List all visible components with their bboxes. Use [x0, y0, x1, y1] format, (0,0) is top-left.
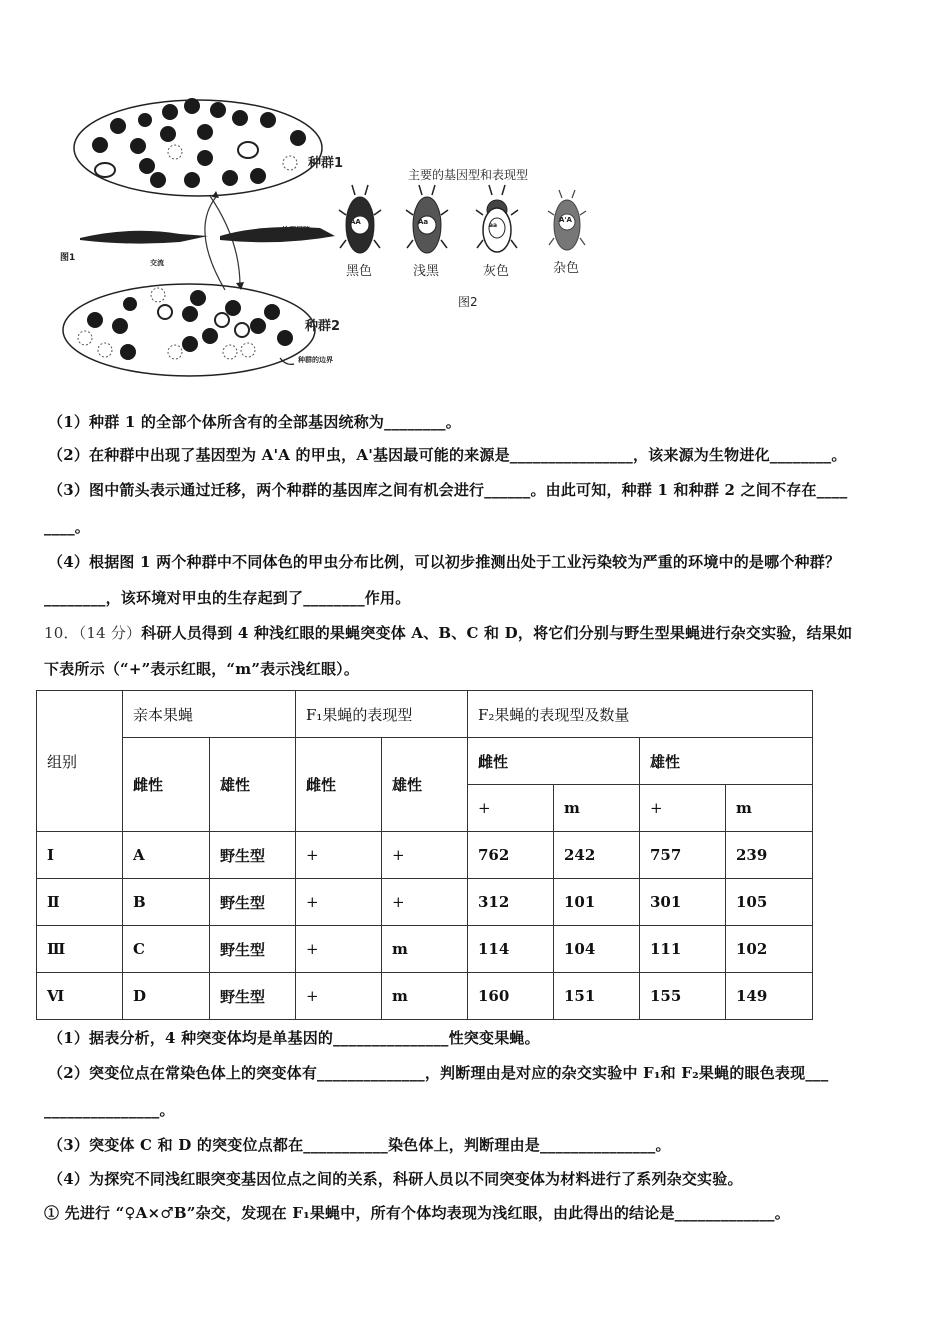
header-parent-male: 雄性	[210, 738, 296, 832]
header-parent-female: 雌性	[123, 738, 210, 832]
header-f1-female: 雌性	[296, 738, 382, 832]
exchange-label: 交流	[150, 259, 164, 267]
beetle-genotype-1: AA	[350, 218, 361, 226]
cell-f1-female: +	[296, 973, 382, 1020]
cell-f2-female-plus: 312	[468, 879, 554, 926]
q9-part3-line2: ____。	[44, 518, 91, 536]
fig1-label: 图1	[60, 253, 76, 263]
header-parents: 亲本果蝇	[123, 691, 296, 738]
table-row	[37, 879, 813, 926]
cell-f2-male-plus: 757	[640, 832, 726, 879]
q10-part1: （1）据表分析，4 种突变体均是单基因的_______________性突变果蝇。	[48, 1029, 540, 1047]
cell-f1-female: +	[296, 832, 382, 879]
header-f2: F₂果蝇的表现型及数量	[468, 691, 813, 738]
cell-group: Ⅱ	[37, 879, 123, 926]
table-row	[37, 926, 813, 973]
q10-part2-line1: （2）突变位点在常染色体上的突变体有______________，判断理由是对应的杂交实验中 F₁和 F₂果蝇的眼色表现___	[48, 1064, 829, 1082]
cell-f2-male-m: 102	[726, 926, 813, 973]
cell-parent-female: C	[123, 926, 210, 973]
beetle-phenotype-2: 浅黑	[413, 264, 440, 279]
fig2-title: 主要的基因型和表现型	[408, 168, 529, 182]
beetle-phenotype-1: 黑色	[346, 264, 373, 279]
header-f2-male-m: m	[726, 785, 813, 832]
header-f2-female-plus: +	[468, 785, 554, 832]
q9-part4-line1: （4）根据图 1 两个种群中不同体色的甲虫分布比例，可以初步推测出处于工业污染较为严重的环境中的是哪个种群？	[48, 553, 841, 571]
population2-label: 种群2	[305, 319, 341, 334]
q10-part4-sub1: ① 先进行 “♀A×♂B”杂交，发现在 F₁果蝇中，所有个体均表现为浅红眼，由此得出的结论是_____________。	[44, 1204, 790, 1222]
header-f2-male-plus: +	[640, 785, 726, 832]
cell-parent-female: B	[123, 879, 210, 926]
figure-beetle-populations	[40, 90, 600, 385]
fig2-label: 图2	[458, 295, 478, 309]
q9-part4-line2: ________，该环境对甲虫的生存起到了________作用。	[44, 589, 411, 607]
cell-f2-male-plus: 155	[640, 973, 726, 1020]
cell-f2-male-m: 239	[726, 832, 813, 879]
cell-f2-female-m: 101	[554, 879, 640, 926]
beetle-genotype-3: aa	[489, 222, 498, 229]
cell-parent-female: D	[123, 973, 210, 1020]
header-f1-male: 雄性	[382, 738, 468, 832]
population-diagram	[40, 90, 600, 385]
q9-part1: （1）种群 1 的全部个体所含有的全部基因统称为________。	[48, 413, 461, 431]
cell-f2-male-plus: 301	[640, 879, 726, 926]
q9-part3-line1: （3）图中箭头表示通过迁移，两个种群的基因库之间有机会进行______。由此可知，种群 1 和种群 2 之间不存在____	[48, 481, 848, 499]
beetle-aa-gray	[476, 185, 518, 252]
cell-f2-female-m: 242	[554, 832, 640, 879]
cell-f2-female-plus: 160	[468, 973, 554, 1020]
population1-label: 种群1	[308, 156, 344, 171]
cell-parent-male: 野生型	[210, 973, 296, 1020]
cell-group: Ⅰ	[37, 832, 123, 879]
q10-number: 10．（14 分）	[44, 624, 142, 642]
cell-parent-male: 野生型	[210, 926, 296, 973]
cell-f1-male: m	[382, 973, 468, 1020]
cell-f1-female: +	[296, 926, 382, 973]
table-row	[37, 973, 813, 1020]
population2-ellipse	[63, 284, 315, 376]
cell-f2-female-m: 104	[554, 926, 640, 973]
header-f2-female-m: m	[554, 785, 640, 832]
beetle-genotype-4: A'A	[559, 216, 572, 224]
cell-f1-male: +	[382, 832, 468, 879]
header-f2-male: 雄性	[640, 738, 813, 785]
header-group: 组别	[37, 691, 123, 832]
cell-f2-female-plus: 114	[468, 926, 554, 973]
beetle-phenotype-3: 灰色	[483, 264, 510, 279]
cell-f1-male: m	[382, 926, 468, 973]
q10-intro-text: 科研人员得到 4 种浅红眼的果蝇突变体 A、B、C 和 D，将它们分别与野生型果蝇进行杂交实验，结果如	[141, 624, 853, 642]
q10-part4: （4）为探究不同浅红眼突变基因位点之间的关系，科研人员以不同突变体为材料进行了系列杂交实验。	[48, 1170, 743, 1188]
cell-f2-male-m: 149	[726, 973, 813, 1020]
header-f2-female: 雌性	[468, 738, 640, 785]
table-row	[37, 832, 813, 879]
cell-f2-female-m: 151	[554, 973, 640, 1020]
beetle-phenotype-4: 杂色	[553, 261, 580, 276]
q10-part2-line2: _______________。	[44, 1101, 175, 1119]
cross-results-table	[36, 690, 813, 1020]
q10-part3: （3）突变体 C 和 D 的突变位点都在___________染色体上，判断理由是_______________。	[48, 1136, 671, 1154]
cell-parent-male: 野生型	[210, 832, 296, 879]
cell-f2-male-m: 105	[726, 879, 813, 926]
cell-parent-male: 野生型	[210, 879, 296, 926]
cell-f1-male: +	[382, 879, 468, 926]
barrier-label: 地理屏障	[282, 226, 310, 234]
cell-parent-female: A	[123, 832, 210, 879]
boundary-label: 种群的边界	[298, 356, 333, 364]
q10-intro-line2: 下表所示（“+”表示红眼，“m”表示浅红眼）。	[44, 660, 360, 678]
cell-f2-female-plus: 762	[468, 832, 554, 879]
cell-group: Ⅲ	[37, 926, 123, 973]
cell-f2-male-plus: 111	[640, 926, 726, 973]
beetle-genotype-2: Aa	[418, 218, 429, 226]
q10-intro-line1	[44, 623, 852, 643]
cell-f1-female: +	[296, 879, 382, 926]
header-f1: F₁果蝇的表现型	[296, 691, 468, 738]
cell-group: Ⅵ	[37, 973, 123, 1020]
q9-part2: （2）在种群中出现了基因型为 A'A 的甲虫，A'基因最可能的来源是________________，该来源为生物进化________。	[48, 446, 847, 464]
